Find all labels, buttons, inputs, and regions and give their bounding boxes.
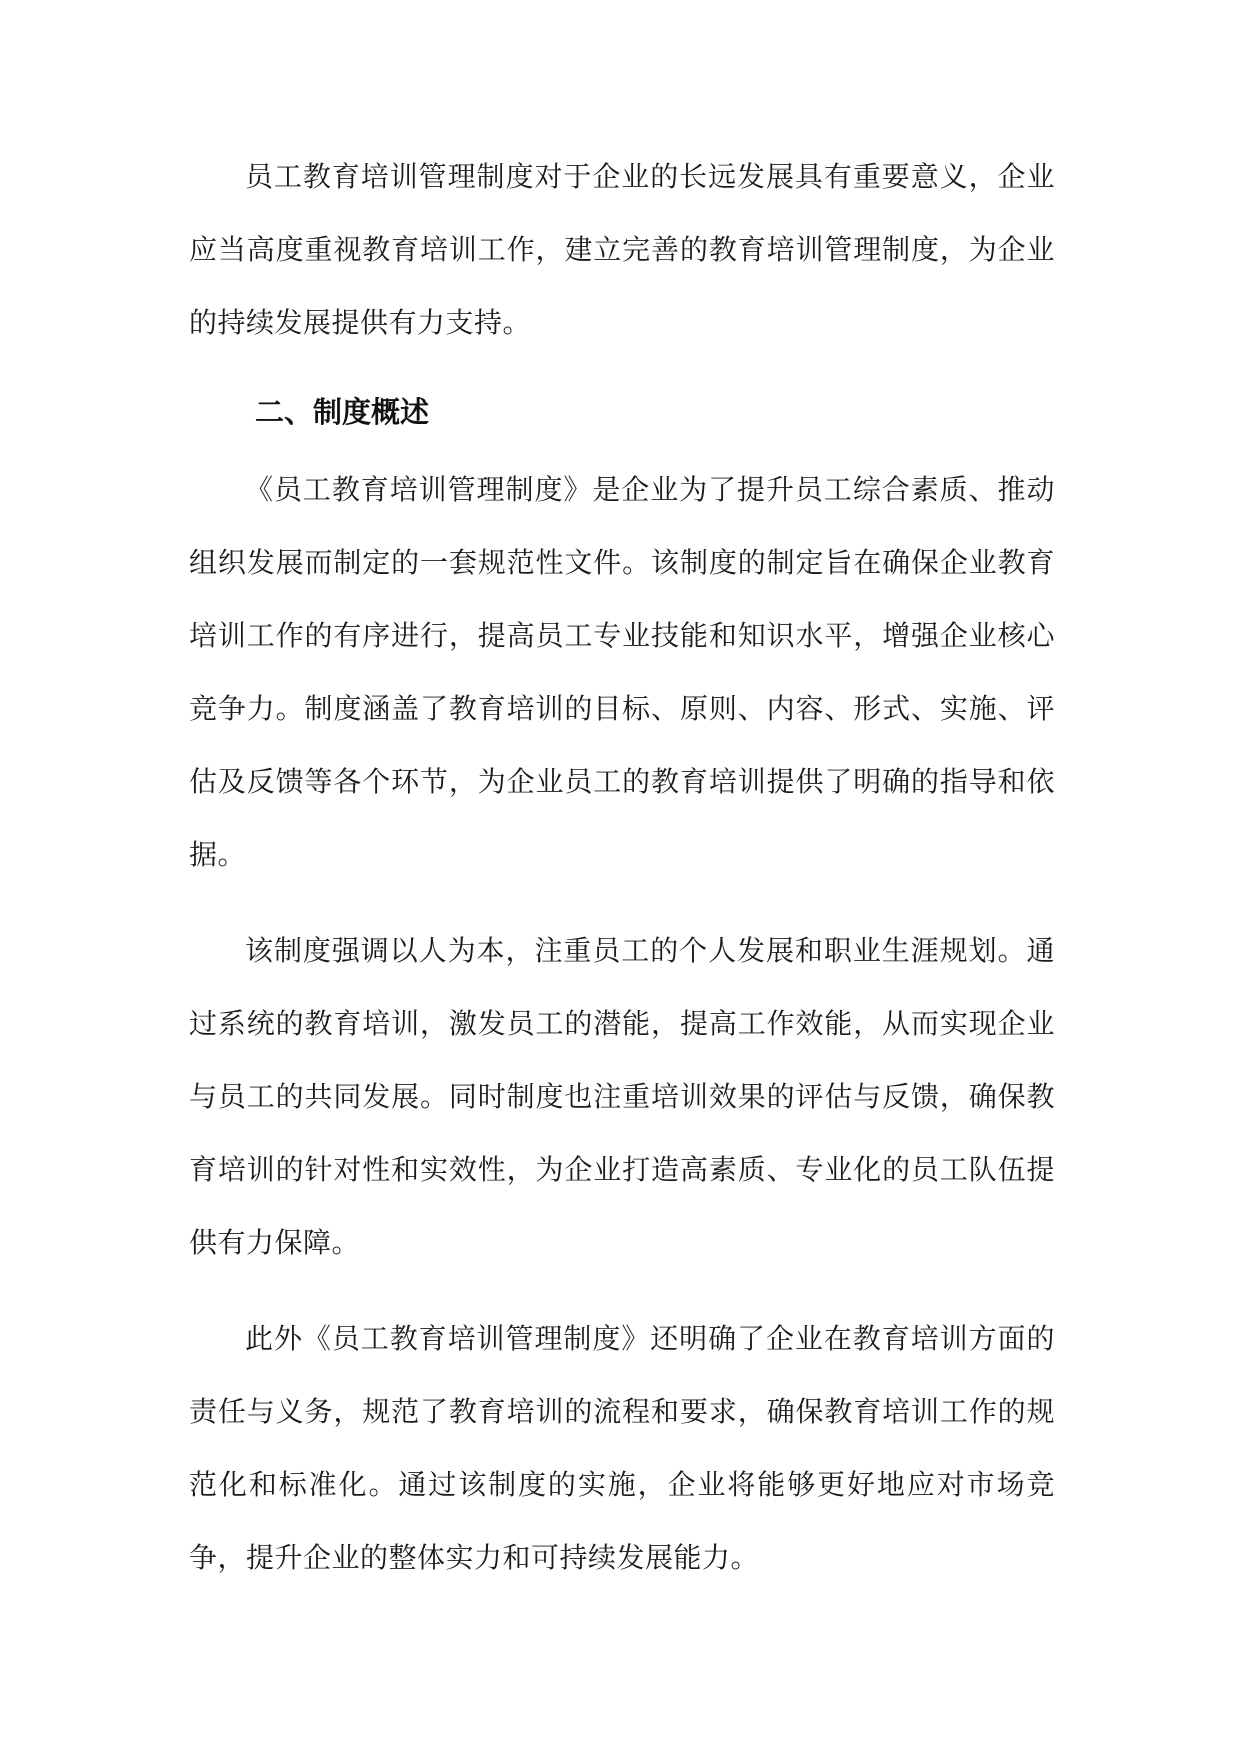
document-body xyxy=(189,140,1055,1617)
intro-paragraph: 员工教育培训管理制度对于企业的长远发展具有重要意义，企业应当高度重视教育培训工作，建立完善的教育培训管理制度，为企业的持续发展提供有力支持。 xyxy=(189,160,1055,339)
body-paragraph-2: 该制度强调以人为本，注重员工的个人发展和职业生涯规划。通过系统的教育培训，激发员工的潜能，提高工作效能，从而实现企业与员工的共同发展。同时制度也注重培训效果的评估与反馈，确保教育培训的针对性和实效性，为企业打造高素质、专业化的员工队伍提供有力保障。 xyxy=(189,934,1055,1259)
section-heading: 二、制度概述 xyxy=(255,395,430,429)
body-paragraph-1: 《员工教育培训管理制度》是企业为了提升员工综合素质、推动组织发展而制定的一套规范性文件。该制度的制定旨在确保企业教育培训工作的有序进行，提高员工专业技能和知识水平，增强企业核心竞争力。制度涵盖了教育培训的目标、原则、内容、形式、实施、评估及反馈等各个环节，为企业员工的教育培训提供了明确的指导和依据。 xyxy=(189,473,1055,871)
body-paragraph-3: 此外《员工教育培训管理制度》还明确了企业在教育培训方面的责任与义务，规范了教育培训的流程和要求，确保教育培训工作的规范化和标准化。通过该制度的实施，企业将能够更好地应对市场竞争，提升企业的整体实力和可持续发展能力。 xyxy=(189,1322,1055,1574)
